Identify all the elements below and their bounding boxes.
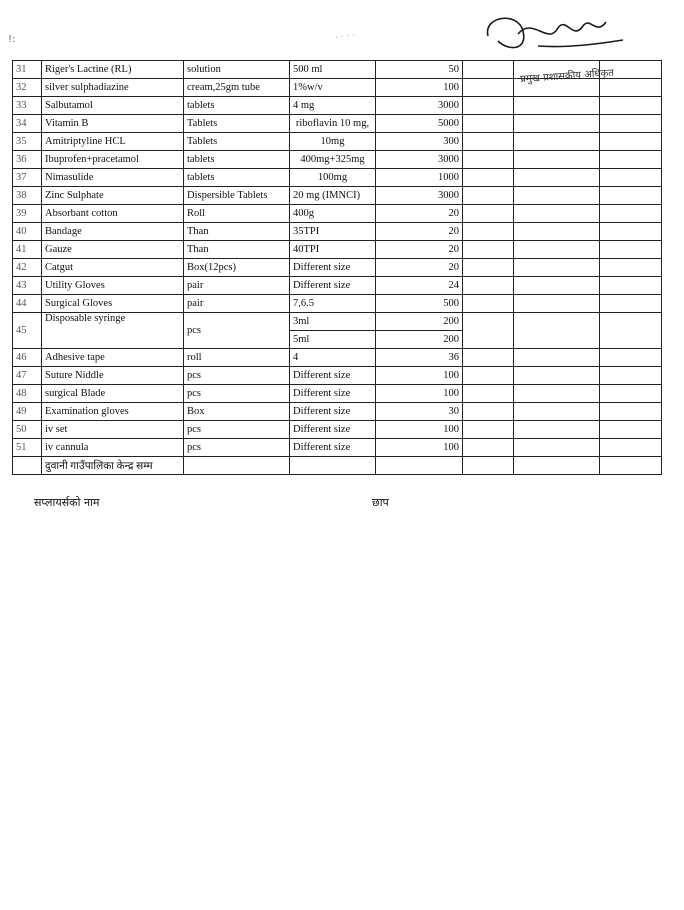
- serial-number: 44: [13, 295, 42, 313]
- empty-cell: [514, 403, 600, 421]
- table-row: [13, 133, 662, 151]
- item-spec: 1%w/v: [290, 79, 376, 97]
- item-quantity: 100: [376, 367, 463, 385]
- item-quantity: 200: [376, 313, 463, 331]
- item-spec: 35TPI: [290, 223, 376, 241]
- item-unit: pair: [184, 295, 290, 313]
- serial-number: 47: [13, 367, 42, 385]
- item-quantity: 200: [376, 331, 463, 349]
- empty-cell: [514, 97, 600, 115]
- item-name: Catgut: [42, 259, 184, 277]
- empty-cell: [514, 385, 600, 403]
- item-quantity: 100: [376, 79, 463, 97]
- delivery-row: [13, 457, 662, 475]
- item-quantity: 20: [376, 223, 463, 241]
- item-quantity: 20: [376, 259, 463, 277]
- serial-number: 33: [13, 97, 42, 115]
- scan-mark: !:: [8, 34, 16, 45]
- empty-cell: [514, 187, 600, 205]
- empty-cell: [463, 133, 514, 151]
- item-quantity: 3000: [376, 151, 463, 169]
- item-unit: Box(12pcs): [184, 259, 290, 277]
- item-unit: pcs: [184, 313, 290, 349]
- empty-cell: [463, 349, 514, 367]
- signature: [478, 6, 628, 61]
- item-spec: Different size: [290, 421, 376, 439]
- table-row: [13, 115, 662, 133]
- empty-cell: [514, 349, 600, 367]
- serial-number: 42: [13, 259, 42, 277]
- table-row: [13, 223, 662, 241]
- empty-cell: [514, 151, 600, 169]
- serial-number: 34: [13, 115, 42, 133]
- empty-cell: [514, 439, 600, 457]
- empty-cell: [514, 241, 600, 259]
- empty-cell: [463, 295, 514, 313]
- item-name: Adhesive tape: [42, 349, 184, 367]
- table-row: [13, 241, 662, 259]
- empty-cell: [463, 205, 514, 223]
- serial-number: 32: [13, 79, 42, 97]
- table-row: [13, 169, 662, 187]
- item-quantity: 36: [376, 349, 463, 367]
- item-name: Salbutamol: [42, 97, 184, 115]
- table-row: [13, 367, 662, 385]
- empty-cell: [600, 133, 662, 151]
- item-name: Disposable syringe: [42, 313, 184, 349]
- item-unit: Than: [184, 241, 290, 259]
- serial-number: 51: [13, 439, 42, 457]
- item-quantity: 100: [376, 385, 463, 403]
- item-unit: pcs: [184, 439, 290, 457]
- item-unit: Box: [184, 403, 290, 421]
- item-spec: 7,6.5: [290, 295, 376, 313]
- empty-cell: [463, 115, 514, 133]
- serial-number: 31: [13, 61, 42, 79]
- empty-cell: [463, 61, 514, 79]
- item-name: Nimasulide: [42, 169, 184, 187]
- empty-cell: [514, 205, 600, 223]
- item-quantity: 20: [376, 205, 463, 223]
- empty-cell: [514, 115, 600, 133]
- empty-cell: [463, 313, 514, 349]
- empty-cell: [600, 223, 662, 241]
- empty-cell: [463, 79, 514, 97]
- empty-cell: [514, 313, 600, 349]
- item-quantity: 500: [376, 295, 463, 313]
- item-quantity: 3000: [376, 187, 463, 205]
- item-quantity: 20: [376, 241, 463, 259]
- item-name: Ibuprofen+pracetamol: [42, 151, 184, 169]
- table-row: [13, 187, 662, 205]
- serial-number: 38: [13, 187, 42, 205]
- item-unit: Tablets: [184, 115, 290, 133]
- item-quantity: 1000: [376, 169, 463, 187]
- item-name: Riger's Lactine (RL): [42, 61, 184, 79]
- item-spec: Different size: [290, 439, 376, 457]
- empty-cell: [600, 349, 662, 367]
- serial-number: 35: [13, 133, 42, 151]
- serial-number: 41: [13, 241, 42, 259]
- empty-cell: [514, 259, 600, 277]
- item-spec: 3ml: [290, 313, 376, 331]
- table-row: [13, 421, 662, 439]
- empty-cell: [600, 151, 662, 169]
- item-quantity: 100: [376, 421, 463, 439]
- item-spec: Different size: [290, 277, 376, 295]
- empty-cell: [600, 115, 662, 133]
- item-unit: Tablets: [184, 133, 290, 151]
- empty-cell: [463, 151, 514, 169]
- empty-cell: [600, 79, 662, 97]
- item-name: iv cannula: [42, 439, 184, 457]
- item-name: Surgical Gloves: [42, 295, 184, 313]
- empty-cell: [600, 403, 662, 421]
- empty-cell: [600, 385, 662, 403]
- item-unit: pcs: [184, 385, 290, 403]
- item-quantity: 5000: [376, 115, 463, 133]
- item-name: Vitamin B: [42, 115, 184, 133]
- table-row: [13, 313, 662, 331]
- item-name: iv set: [42, 421, 184, 439]
- item-quantity: 30: [376, 403, 463, 421]
- table-row: [13, 385, 662, 403]
- empty-cell: [514, 367, 600, 385]
- item-spec: 5ml: [290, 331, 376, 349]
- item-name: Suture Niddle: [42, 367, 184, 385]
- item-unit: tablets: [184, 151, 290, 169]
- item-spec: 20 mg (IMNCI): [290, 187, 376, 205]
- item-name: surgical Blade: [42, 385, 184, 403]
- empty-cell: [463, 403, 514, 421]
- item-spec: 40TPI: [290, 241, 376, 259]
- table-row: [13, 277, 662, 295]
- empty-cell: [600, 295, 662, 313]
- serial-number: 40: [13, 223, 42, 241]
- empty-cell: [514, 223, 600, 241]
- item-spec: Different size: [290, 259, 376, 277]
- item-unit: Than: [184, 223, 290, 241]
- empty-cell: [514, 61, 600, 79]
- serial-number: 45: [13, 313, 42, 349]
- item-unit: solution: [184, 61, 290, 79]
- item-spec: 400g: [290, 205, 376, 223]
- item-spec: 500 ml: [290, 61, 376, 79]
- serial-number: 37: [13, 169, 42, 187]
- item-name: Absorbant cotton: [42, 205, 184, 223]
- empty-cell: [600, 169, 662, 187]
- empty-cell: [600, 277, 662, 295]
- empty-cell: [463, 277, 514, 295]
- item-name: Gauze: [42, 241, 184, 259]
- item-unit: tablets: [184, 169, 290, 187]
- item-quantity: 50: [376, 61, 463, 79]
- empty-cell: [514, 421, 600, 439]
- empty-cell: [463, 439, 514, 457]
- serial-number: 36: [13, 151, 42, 169]
- empty-cell: [600, 367, 662, 385]
- item-name: Amitriptyline HCL: [42, 133, 184, 151]
- empty-cell: [514, 79, 600, 97]
- item-unit: pair: [184, 277, 290, 295]
- item-table: [12, 60, 662, 475]
- empty-cell: [514, 169, 600, 187]
- empty-cell: [463, 187, 514, 205]
- empty-cell: [463, 97, 514, 115]
- item-unit: roll: [184, 349, 290, 367]
- empty-cell: [514, 133, 600, 151]
- item-name: Examination gloves: [42, 403, 184, 421]
- item-unit: pcs: [184, 367, 290, 385]
- stamp-label: छाप: [372, 496, 389, 509]
- serial-number: 43: [13, 277, 42, 295]
- table-row: [13, 403, 662, 421]
- item-spec: Different size: [290, 385, 376, 403]
- empty-cell: [600, 205, 662, 223]
- serial-number: 46: [13, 349, 42, 367]
- table-row: [13, 79, 662, 97]
- empty-cell: [600, 421, 662, 439]
- empty-cell: [463, 367, 514, 385]
- empty-cell: [463, 421, 514, 439]
- empty-cell: [600, 61, 662, 79]
- empty-cell: [463, 169, 514, 187]
- item-quantity: 3000: [376, 97, 463, 115]
- empty-cell: [600, 313, 662, 349]
- supplier-label: सप्लायर्सको नाम: [34, 496, 100, 509]
- item-spec: Different size: [290, 367, 376, 385]
- item-unit: Dispersible Tablets: [184, 187, 290, 205]
- item-spec: 10mg: [290, 133, 376, 151]
- empty-cell: [463, 385, 514, 403]
- item-unit: Roll: [184, 205, 290, 223]
- item-unit: pcs: [184, 421, 290, 439]
- table-row: [13, 151, 662, 169]
- serial-number: 49: [13, 403, 42, 421]
- table-row: [13, 349, 662, 367]
- empty-cell: [514, 277, 600, 295]
- item-name: Utility Gloves: [42, 277, 184, 295]
- item-unit: cream,25gm tube: [184, 79, 290, 97]
- item-spec: Different size: [290, 403, 376, 421]
- item-spec: 100mg: [290, 169, 376, 187]
- empty-cell: [463, 223, 514, 241]
- table-row: [13, 295, 662, 313]
- serial-number: 50: [13, 421, 42, 439]
- item-quantity: 300: [376, 133, 463, 151]
- table-row: [13, 205, 662, 223]
- item-spec: 4 mg: [290, 97, 376, 115]
- item-name: Bandage: [42, 223, 184, 241]
- item-spec: 400mg+325mg: [290, 151, 376, 169]
- table-row: [13, 439, 662, 457]
- delivery-note: दुवानी गाउँपालिका केन्द्र सम्म: [42, 457, 184, 475]
- empty-cell: [600, 241, 662, 259]
- item-quantity: 100: [376, 439, 463, 457]
- item-name: silver sulphadiazine: [42, 79, 184, 97]
- empty-cell: [463, 259, 514, 277]
- serial-number: 48: [13, 385, 42, 403]
- empty-cell: [463, 241, 514, 259]
- item-unit: tablets: [184, 97, 290, 115]
- handwritten-note: प्रमुख प्रशासकीय अधिकृत: [519, 67, 615, 86]
- item-quantity: 24: [376, 277, 463, 295]
- empty-cell: [600, 97, 662, 115]
- item-name: Zinc Sulphate: [42, 187, 184, 205]
- empty-cell: [514, 295, 600, 313]
- table-row: [13, 259, 662, 277]
- serial-number: 39: [13, 205, 42, 223]
- table-row: [13, 97, 662, 115]
- table-row: [13, 61, 662, 79]
- item-spec: riboflavin 10 mg,: [290, 115, 376, 133]
- empty-cell: [600, 187, 662, 205]
- item-spec: 4: [290, 349, 376, 367]
- faint-stamp: · · · ·: [334, 30, 356, 44]
- empty-cell: [600, 439, 662, 457]
- empty-cell: [600, 259, 662, 277]
